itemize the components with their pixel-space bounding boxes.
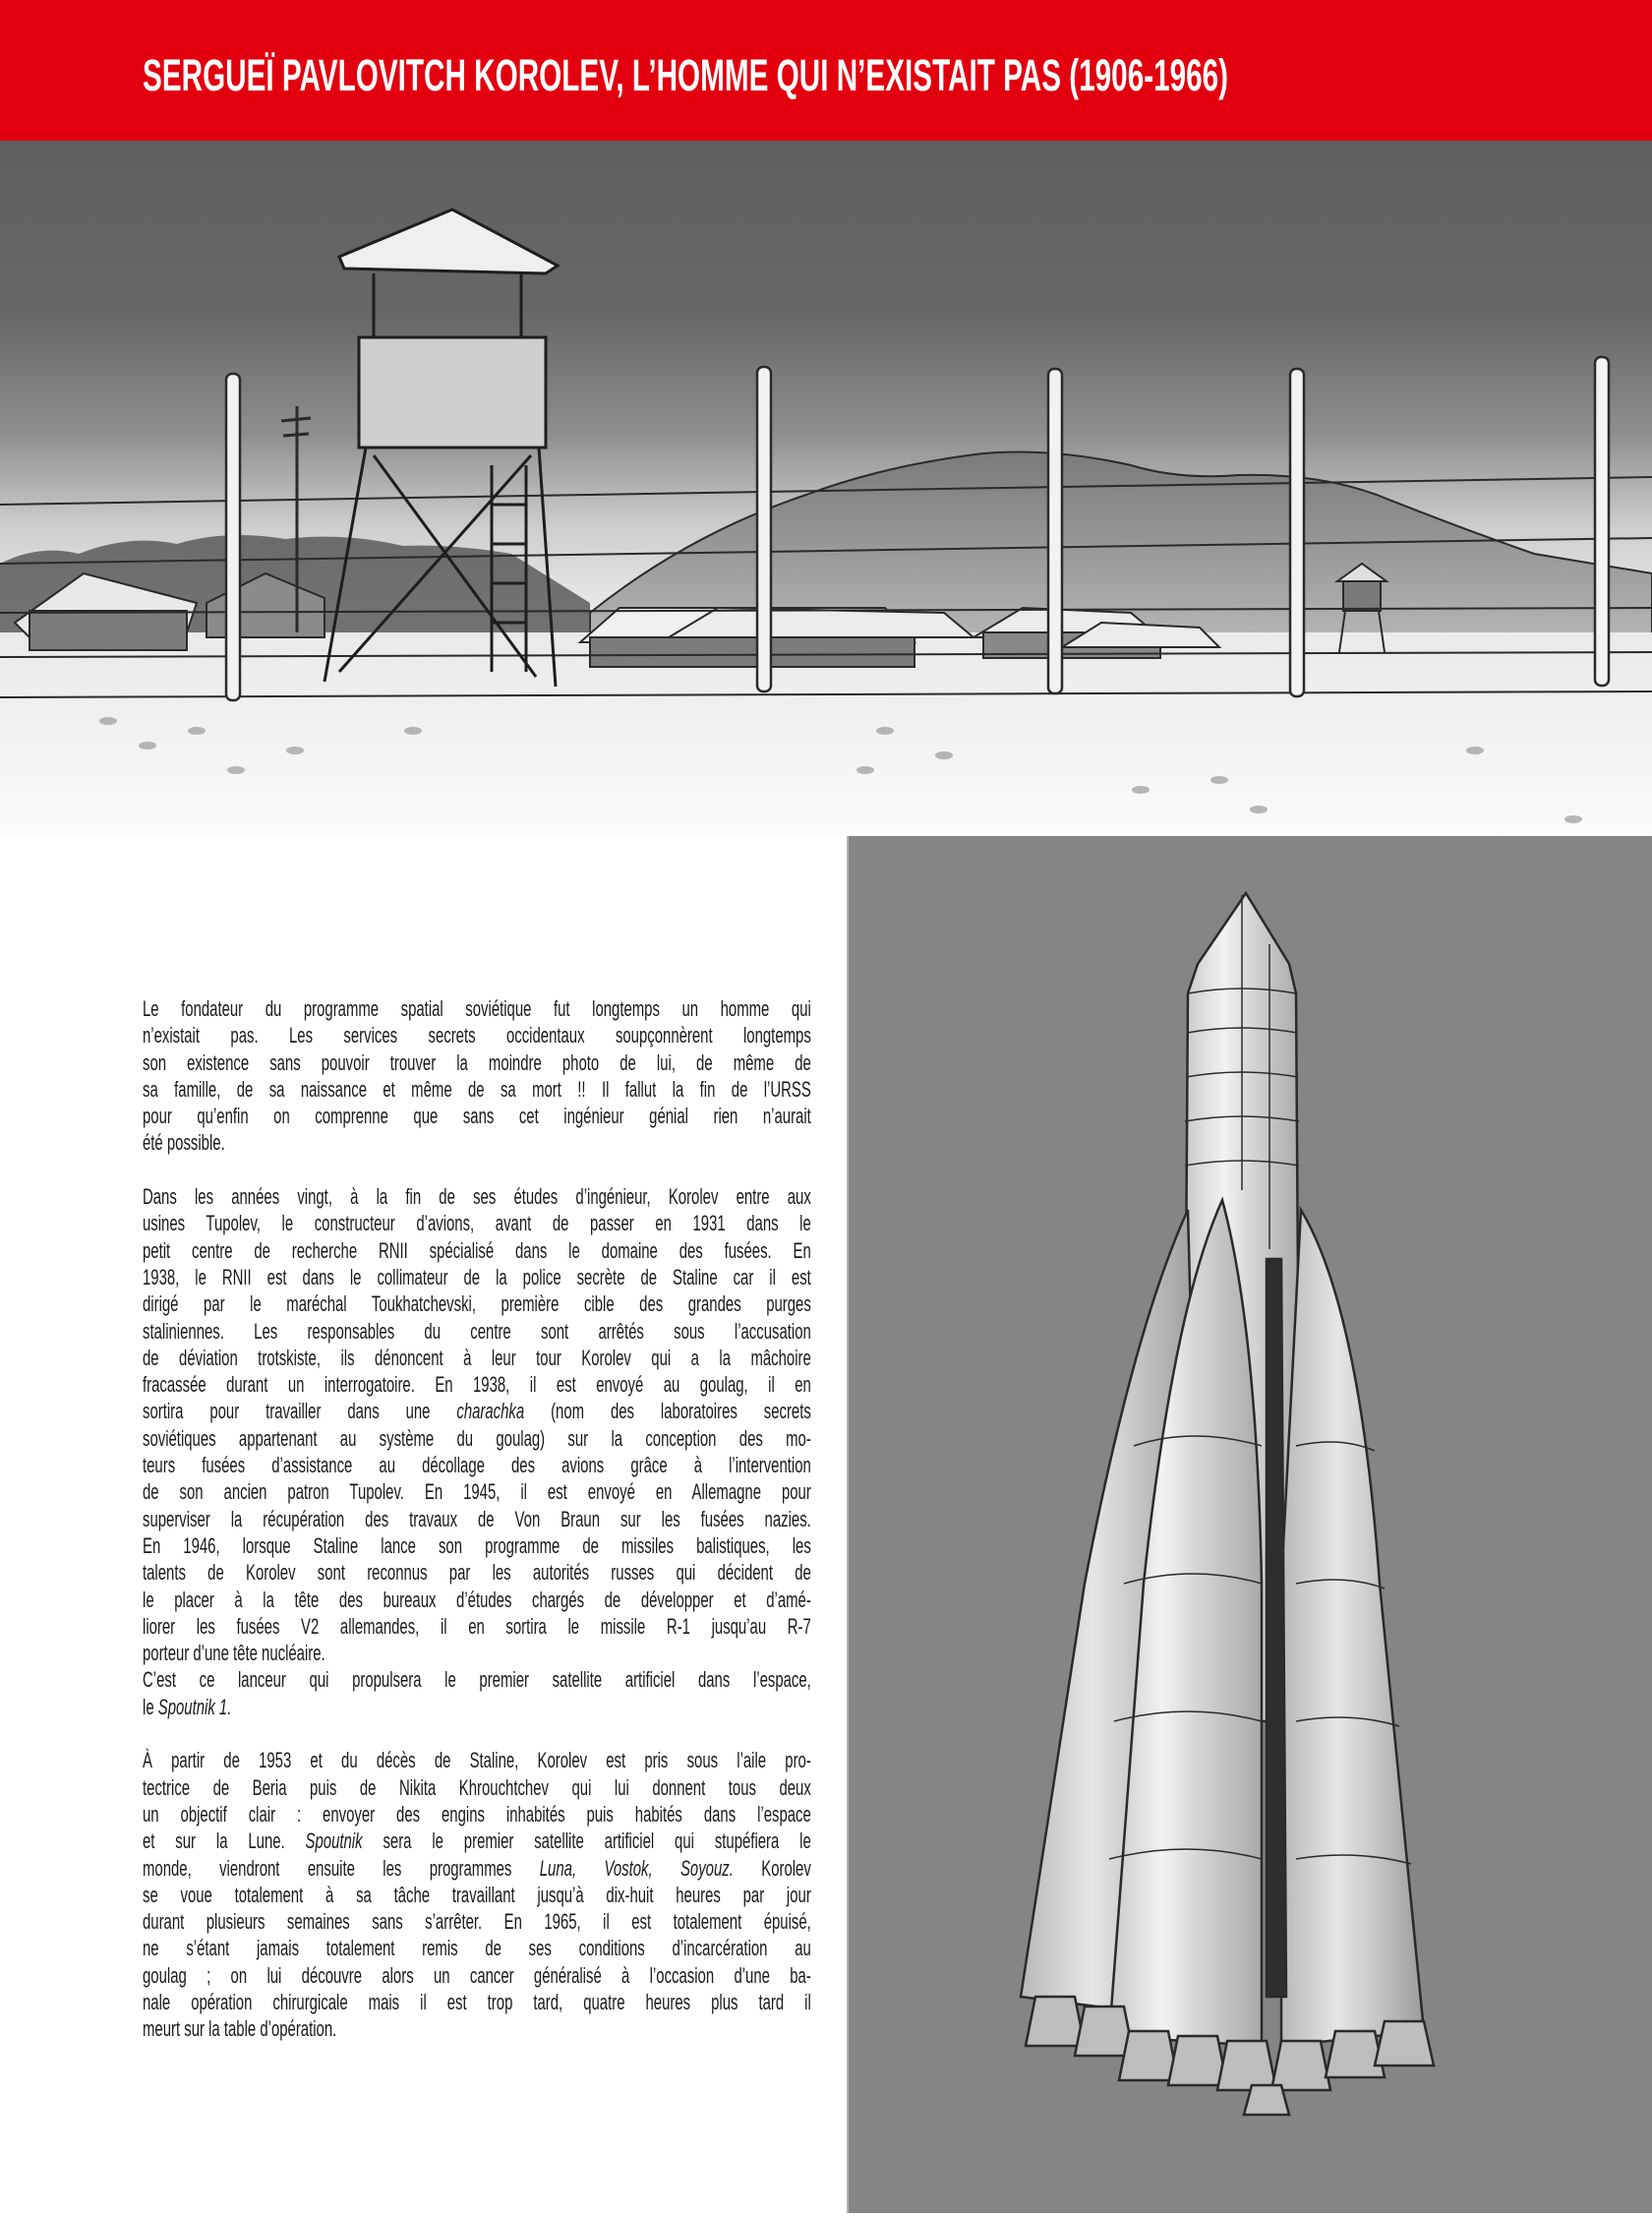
text-line: talents de Korolev sont reconnus par les autorités russes qui décident de (143, 1560, 811, 1586)
booster-right (1281, 1210, 1424, 2046)
gulag-camp-illustration (0, 141, 1652, 836)
text-run: (nom des laboratoires secrets (524, 1399, 811, 1424)
text-line: Dans les années vingt, à la fin de ses études d’ingénieur, Korolev entre aux (143, 1184, 811, 1210)
text-line: se voue totalement à sa tâche travaillant jusqu’à dix-huit heures par jour (143, 1882, 811, 1907)
text-run: sera le premier satellite artificiel qui stupéfiera le (362, 1828, 811, 1854)
text-line: superviser la récupération des travaux de Von Braun sur les fusées nazies. (143, 1506, 811, 1531)
page-title: SERGUEÏ PAVLOVITCH KOROLEV, L’HOMME QUI N’EXISTAIT PAS (1906-1966) (143, 50, 1229, 100)
text-line: un objectif clair : envoyer des engins inhabités puis habités dans l’espace (143, 1801, 811, 1827)
italic-term: Luna, Vostok, Soyouz. (539, 1855, 734, 1881)
r7-rocket-drawing (849, 836, 1652, 2213)
text-line: 1938, le RNII est dans le collimateur de la police secrète de Staline car il est (143, 1264, 811, 1289)
text-line: teurs fusées d’assistance au décollage des avions grâce à l’intervention (143, 1453, 811, 1478)
text-line: dirigé par le maréchal Toukhatchevski, première cible des grandes purges (143, 1291, 811, 1317)
text-line: n’existait pas. Les services secrets occidentaux soupçonnèrent longtemps (143, 1023, 811, 1049)
text-line: été possible. (143, 1130, 225, 1156)
article-body (143, 995, 811, 2043)
text-line: sa famille, de sa naissance et même de sa mort !! Il fallut la fin de l’URSS (143, 1076, 811, 1102)
text-run: monde, viendront ensuite les programmes (143, 1855, 540, 1881)
text-line: porteur d’une tête nucléaire. (143, 1641, 325, 1666)
italic-term: Spoutnik (305, 1828, 363, 1854)
text-line: En 1946, lorsque Staline lance son programme de missiles balistiques, les (143, 1532, 811, 1558)
text-line: staliniennes. Les responsables du centre sont arrêtés sous l’accusation (143, 1318, 811, 1344)
text-line: meurt sur la table d’opération. (143, 2016, 337, 2042)
title-banner (0, 0, 1652, 141)
paragraph-2 (143, 1183, 811, 1720)
text-line: liorer les fusées V2 allemandes, il en sortira le missile R-1 jusqu’au R-7 (143, 1613, 811, 1639)
paragraph-1 (143, 995, 811, 1157)
text-line: fracassée durant un interrogatoire. En 1938, il est envoyé au goulag, il en (143, 1372, 811, 1398)
text-line: ne s’étant jamais totalement remis de ses conditions d’incarcération au (143, 1936, 811, 1961)
text-line (143, 1398, 811, 1424)
gulag-camp-drawing (0, 141, 1652, 836)
text-line: son existence sans pouvoir trouver la moindre photo de lui, de même de (143, 1049, 811, 1075)
text-line: soviétiques appartenant au système du goulag) sur la conception des mo- (143, 1425, 811, 1451)
text-line (143, 1694, 811, 1720)
text-line: durant plusieurs semaines sans s’arrêter. En 1965, il est totalement épuisé, (143, 1909, 811, 1935)
text-line: tectrice de Beria puis de Nikita Khrouchtchev qui lui donnent tous deux (143, 1774, 811, 1800)
text-line: usines Tupolev, le constructeur d’avions, avant de passer en 1931 dans le (143, 1211, 811, 1236)
text-line: goulag ; on lui découvre alors un cancer généralisé à l’occasion d’une ba- (143, 1962, 811, 1988)
text-run: le (143, 1694, 158, 1719)
text-line: Le fondateur du programme spatial soviétique fut longtemps un homme qui (143, 996, 811, 1021)
text-line: pour qu’enfin on comprenne que sans cet ingénieur génial rien n’aurait (143, 1104, 811, 1129)
text-line (143, 1855, 811, 1882)
text-line: C’est ce lanceur qui propulsera le premier satellite artificiel dans l’espace, (143, 1667, 811, 1693)
text-run: sortira pour travailler dans une (143, 1399, 457, 1424)
text-run: Korolev (733, 1855, 811, 1881)
text-line: de déviation trotskiste, ils dénoncent à leur tour Korolev qui a la mâchoire (143, 1345, 811, 1370)
text-run: et sur la Lune. (143, 1828, 306, 1854)
paragraph-3 (143, 1747, 811, 2042)
text-line (143, 1828, 811, 1854)
rocket-panel (847, 836, 1652, 2213)
text-line: À partir de 1953 et du décès de Staline, Korolev est pris sous l’aile pro- (143, 1748, 811, 1773)
booster-gap (1267, 1259, 1286, 1997)
italic-term: Spoutnik 1. (157, 1694, 232, 1719)
text-line: le placer à la tête des bureaux d’études chargés de développer et d’amé- (143, 1587, 811, 1612)
text-line: de son ancien patron Tupolev. En 1945, il est envoyé en Allemagne pour (143, 1479, 811, 1505)
italic-term: charachka (456, 1399, 525, 1424)
text-line: nale opération chirurgicale mais il est trop tard, quatre heures plus tard il (143, 1989, 811, 2014)
text-line: petit centre de recherche RNII spécialisé dans le domaine des fusées. En (143, 1237, 811, 1263)
